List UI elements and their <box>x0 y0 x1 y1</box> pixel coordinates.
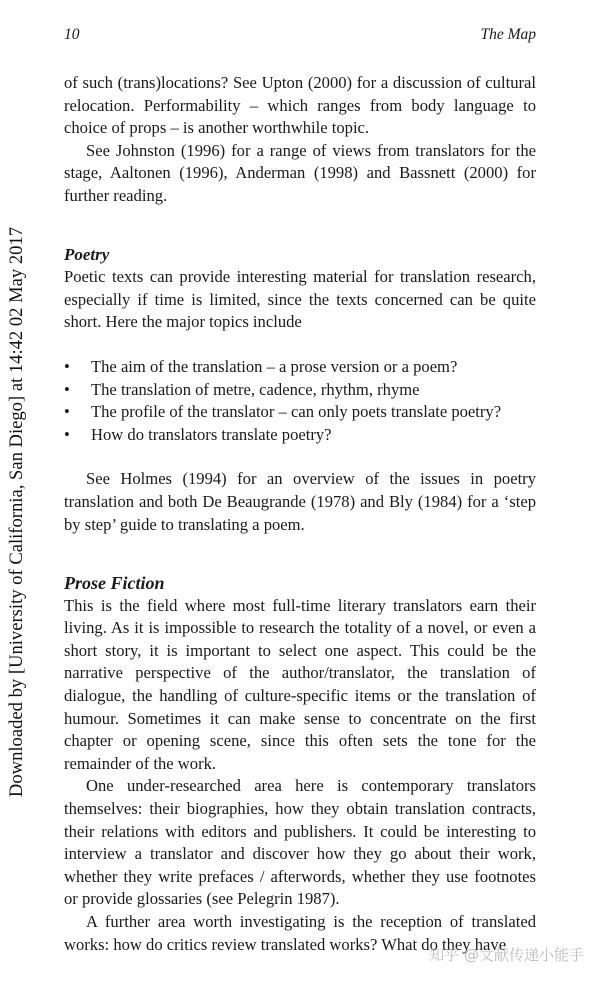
list-item: • The profile of the translator – can only poets translate poetry? <box>64 401 536 424</box>
paragraph: A further area worth investigating is the reception of translated works: how do critics review translated works? What do they have <box>64 912 536 954</box>
section-heading-poetry: Poetry <box>64 244 110 264</box>
watermark: 知乎 @文献传递小能手 <box>429 946 584 964</box>
download-notice: Downloaded by [University of California, San Diego] at 14:42 02 May 2017 <box>6 226 27 798</box>
download-notice-sidebar <box>4 196 30 828</box>
list-item: • The translation of metre, cadence, rhythm, rhyme <box>64 379 536 402</box>
paragraph: See Johnston (1996) for a range of views from translators for the stage, Aaltonen (1996), Anderman (1998) and Bassnett (2000) for further reading. <box>64 140 536 205</box>
paragraph: Poetic texts can provide interesting material for translation research, especially if time is limited, since the texts concerned can be quite short. Here the major topics include <box>64 267 536 332</box>
paragraph: This is the field where most full-time literary translators earn their living. As it is impossible to research the totality of a novel, or even a short story, it is important to select one aspect. This could be the narrative perspective of the author/translator, the translation of dialogue, the handling of culture-specific items or the translation of humour. Sometimes it can make sense to concentrate on the first chapter or opening scene, since this often sets the tone for the remainder of the work. <box>64 595 536 773</box>
paragraph: of such (trans)locations? See Upton (2000) for a discussion of cultural relocation. Performability – which ranges from body language to choice of props – is another worthwhile topic. <box>64 73 536 138</box>
paragraph: See Holmes (1994) for an overview of the issues in poetry translation and both De Beaugrande (1978) and Bly (1984) for a ‘step by step’ guide to translating a poem. <box>64 469 536 534</box>
paragraph: One under-researched area here is contemporary translators themselves: their biographies, how they obtain translation contracts, their relations with editors and publishers. It could be interesting to interview a translator and discover how they go about their work, whether they write prefaces / afterwords, whether they use footnotes or provide glossaries (see Pelegrin 1987). <box>64 776 536 909</box>
list-item: • How do translators translate poetry? <box>64 424 536 447</box>
page-header <box>64 26 536 48</box>
page-number: 10 <box>64 26 80 43</box>
section-heading-prose-fiction: Prose Fiction <box>64 573 165 594</box>
poetry-topics-list <box>64 356 536 446</box>
running-title: The Map <box>480 26 536 43</box>
list-item: • The aim of the translation – a prose version or a poem? <box>64 356 536 379</box>
page-body <box>64 72 536 956</box>
